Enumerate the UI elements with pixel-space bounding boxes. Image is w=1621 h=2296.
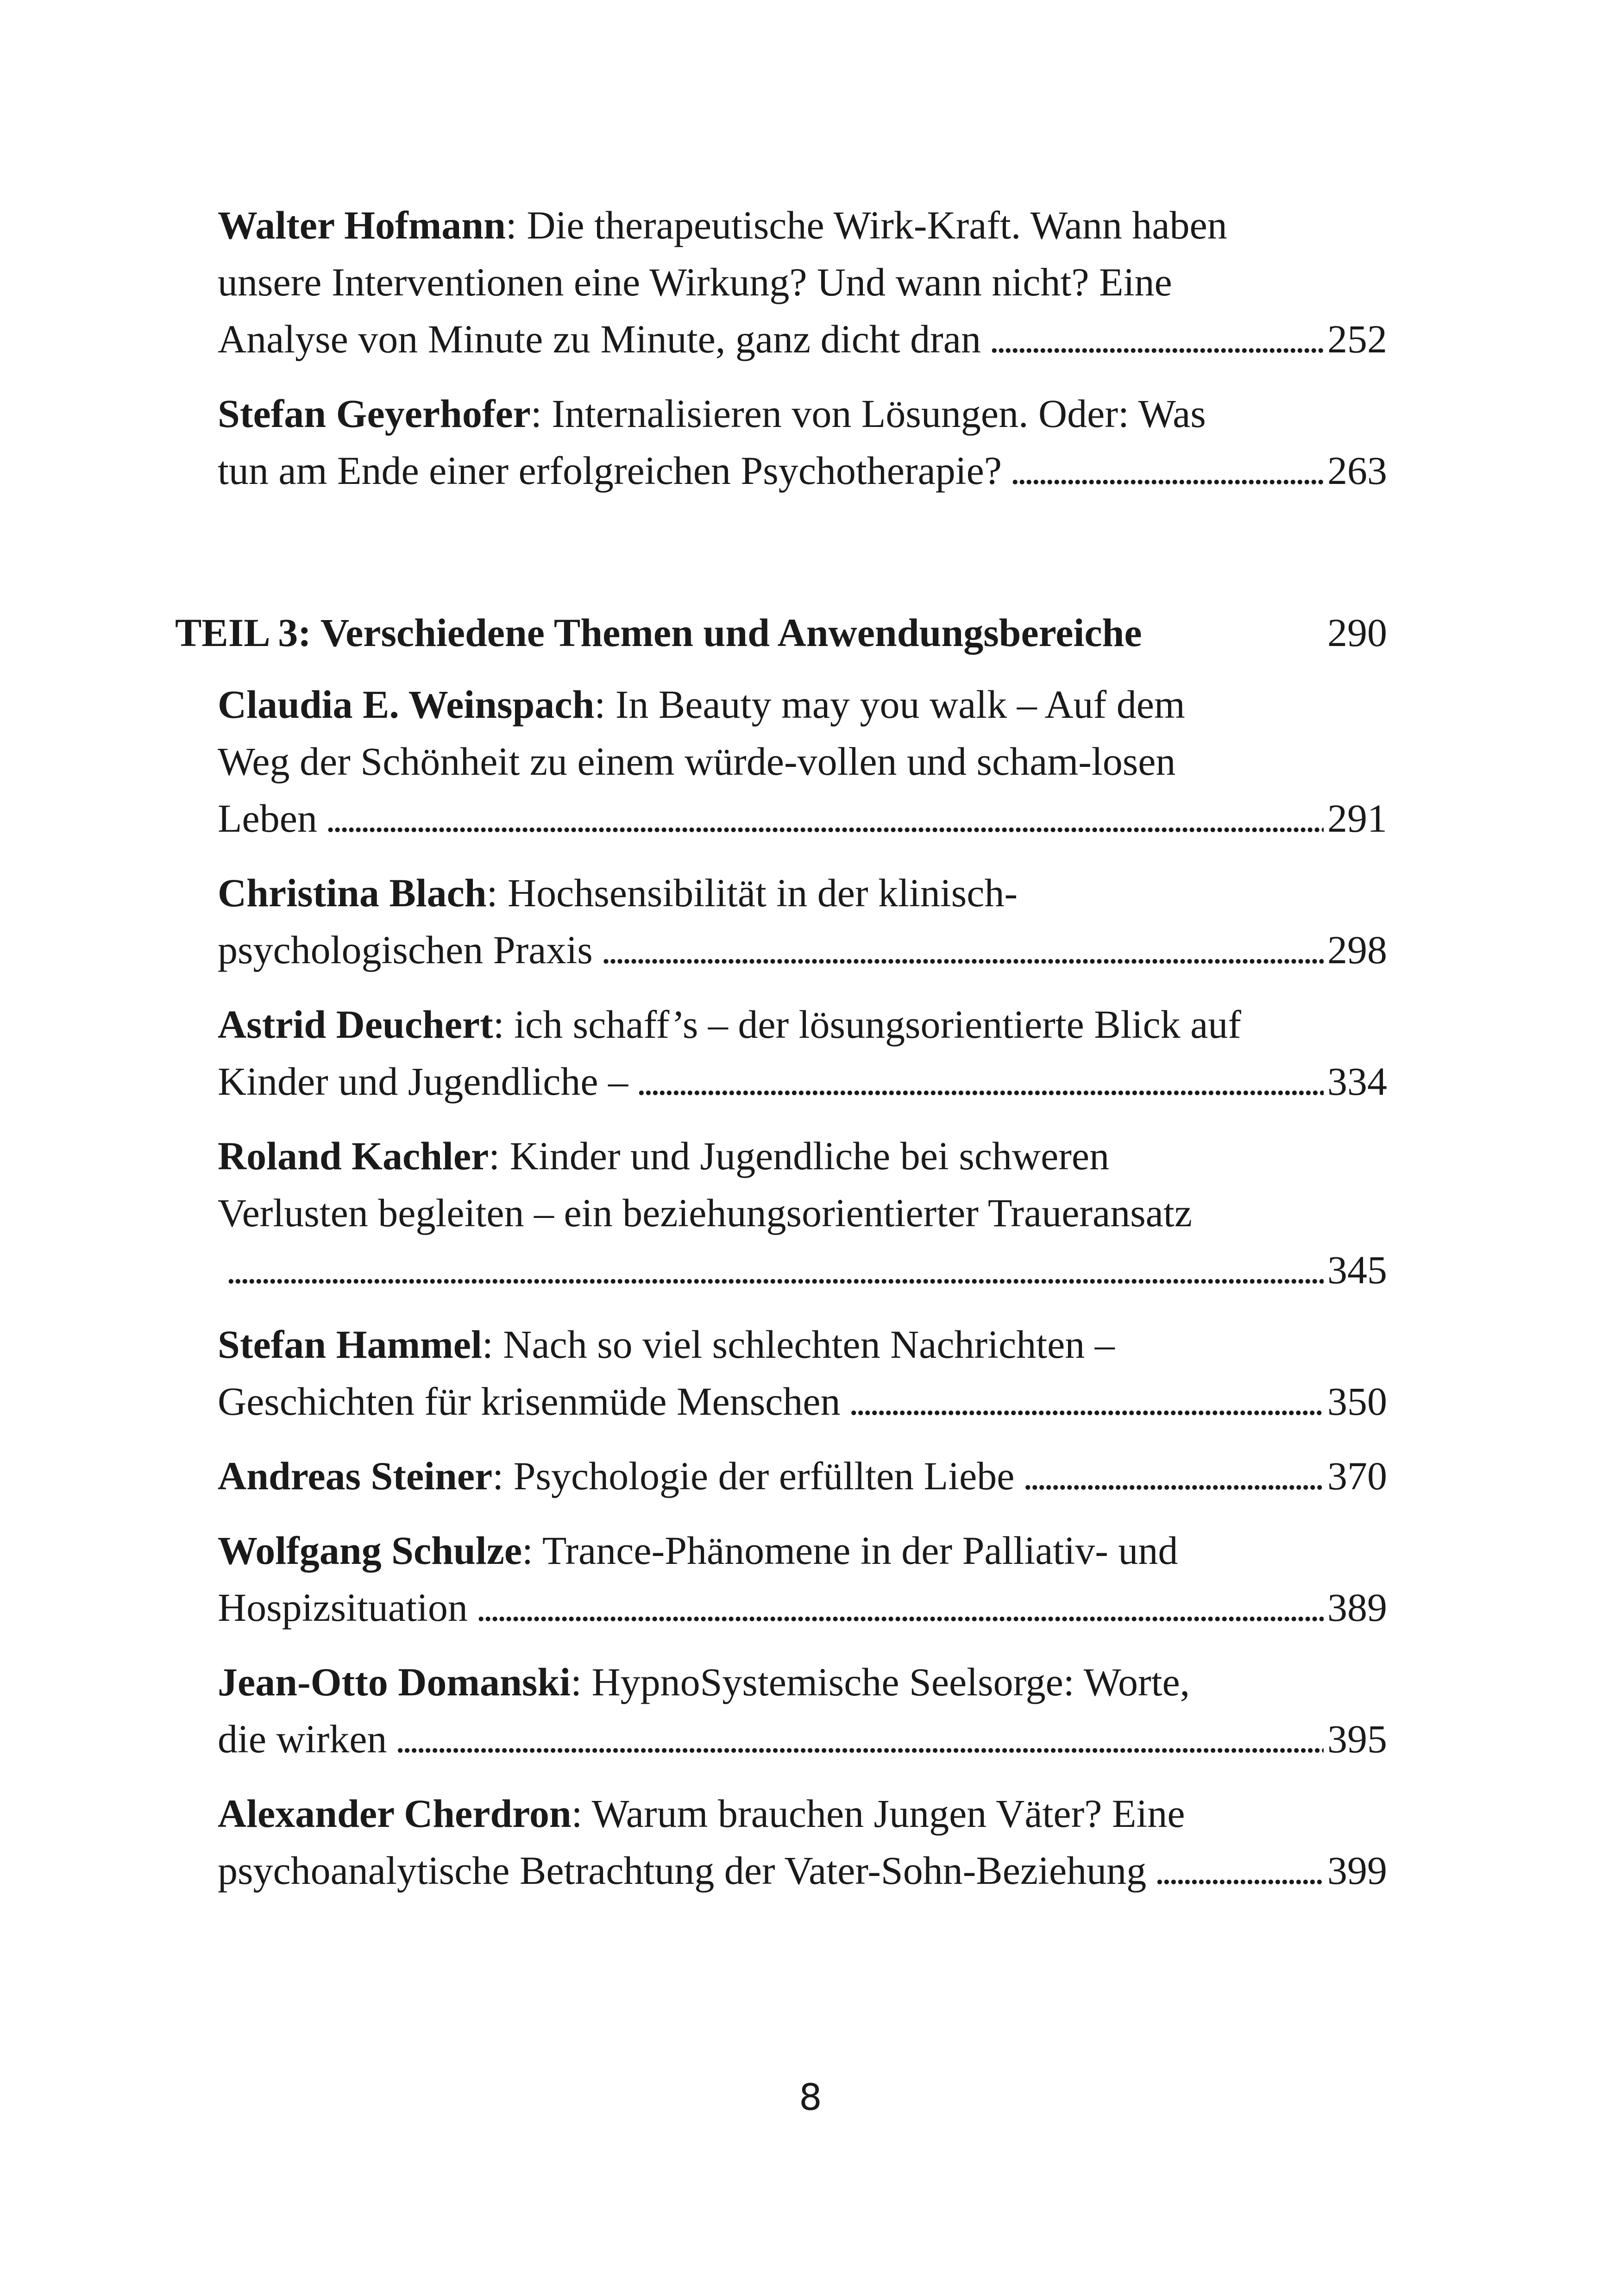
toc-entry [218, 1448, 1387, 1505]
toc-author: Jean-Otto Domanski [218, 1660, 571, 1704]
toc-author: Stefan Hammel [218, 1322, 482, 1367]
toc-author: Roland Kachler [218, 1134, 489, 1178]
toc-title-line: Analyse von Minute zu Minute, ganz dicht dran [218, 317, 981, 361]
toc-page-number: 298 [1327, 928, 1387, 972]
toc-entry-last-line [218, 922, 1387, 979]
toc-entry [218, 996, 1387, 1110]
toc-leader-dots [1010, 442, 1324, 499]
toc-leader-dots [1155, 1842, 1324, 1899]
toc-entry [218, 1316, 1387, 1430]
toc-page-number: 399 [1327, 1848, 1387, 1893]
toc-entry [218, 1522, 1387, 1636]
toc-page-number: 263 [1327, 448, 1387, 493]
toc-title-line: Nach so viel schlechten Nachrichten – [503, 1322, 1115, 1367]
toc-author: Claudia E. Weinspach [218, 682, 595, 727]
toc-part-title: TEIL 3: Verschiedene Themen und Anwendungsbereiche [175, 610, 1142, 655]
toc-title-line: unsere Interventionen eine Wirkung? Und wann nicht? Eine [218, 260, 1172, 304]
toc-title-line: Verlusten begleiten – ein beziehungsorientierter Traueransatz [218, 1191, 1192, 1235]
toc-leader-dots [601, 922, 1324, 979]
toc-entry-first-line: Jean-Otto Domanski: HypnoSystemische Seelsorge: Worte, [218, 1660, 1190, 1704]
toc-title-line: HypnoSystemische Seelsorge: Worte, [591, 1660, 1190, 1704]
toc-entry-last-line [218, 442, 1387, 499]
toc-title-line: Trance-Phänomene in der Palliativ- und [542, 1528, 1178, 1573]
toc-leader-dots [989, 311, 1324, 368]
toc-entry-last-line [218, 1373, 1387, 1430]
toc-entry-last-line [218, 311, 1387, 368]
toc-author: Andreas Steiner [218, 1454, 493, 1498]
toc-entry [218, 676, 1387, 847]
toc-title-line: Hospizsituation [218, 1585, 468, 1630]
toc-page-number: 334 [1327, 1059, 1387, 1104]
toc-entry-last-line [218, 1448, 1387, 1505]
toc-page-number: 290 [1327, 610, 1387, 655]
toc-entry-first-line: Stefan Geyerhofer: Internalisieren von Lösungen. Oder: Was [218, 391, 1206, 436]
toc-title-line: Psychologie der erfüllten Liebe [513, 1454, 1015, 1498]
toc-title-line: ich schaff’s – der lösungsorientierte Blick auf [514, 1002, 1241, 1047]
toc-page-number: 345 [1327, 1248, 1387, 1292]
toc-page-number: 350 [1327, 1379, 1387, 1424]
toc-page-number: 370 [1327, 1454, 1387, 1498]
toc-entry [218, 1654, 1387, 1768]
toc-entry-last-line [218, 1842, 1387, 1899]
toc-leader-dots [636, 1053, 1324, 1110]
toc-page-number: 291 [1327, 796, 1387, 841]
toc-title-line: tun am Ende einer erfolgreichen Psychotherapie? [218, 448, 1002, 493]
toc-title-line: psychologischen Praxis [218, 928, 593, 972]
toc-entry-first-line: Andreas Steiner: Psychologie der erfüllten Liebe [218, 1454, 1015, 1498]
toc-entry-first-line: Christina Blach: Hochsensibilität in der klinisch- [218, 871, 1018, 915]
toc-entry-first-line: Claudia E. Weinspach: In Beauty may you walk – Auf dem [218, 682, 1185, 727]
toc-part2-continued [218, 197, 1387, 517]
toc-title-line: Warum brauchen Jungen Väter? Eine [591, 1791, 1185, 1836]
toc-author: Christina Blach [218, 871, 487, 915]
toc-author: Stefan Geyerhofer [218, 391, 531, 436]
toc-leader-dots [1023, 1448, 1324, 1505]
toc-author: Wolfgang Schulze [218, 1528, 522, 1573]
toc-entry-last-line [218, 1579, 1387, 1636]
toc-leader-dots [849, 1373, 1324, 1430]
toc-page-number: 389 [1327, 1585, 1387, 1630]
toc-title-line: Hochsensibilität in der klinisch- [508, 871, 1018, 915]
toc-entry-last-line [218, 1242, 1387, 1299]
toc-title-line: psychoanalytische Betrachtung der Vater-Sohn-Beziehung [218, 1848, 1147, 1893]
toc-author: Alexander Cherdron [218, 1791, 572, 1836]
toc-entry-last-line [218, 1711, 1387, 1768]
toc-entry-first-line: Stefan Hammel: Nach so viel schlechten Nachrichten – [218, 1322, 1115, 1367]
toc-entry [218, 865, 1387, 979]
toc-entry-first-line: Roland Kachler: Kinder und Jugendliche bei schweren [218, 1134, 1110, 1178]
toc-title-line: Kinder und Jugendliche – [218, 1059, 628, 1104]
toc-title-line: Weg der Schönheit zu einem würde-vollen und scham-losen [218, 739, 1176, 784]
toc-page-number: 252 [1327, 317, 1387, 361]
toc-title-line: Internalisieren von Lösungen. Oder: Was [552, 391, 1206, 436]
toc-author: Astrid Deuchert [218, 1002, 493, 1047]
toc-entry [218, 197, 1387, 368]
toc-entry [218, 1785, 1387, 1899]
toc-author: Walter Hofmann [218, 203, 506, 247]
toc-title-line: Geschichten für krisenmüde Menschen [218, 1379, 841, 1424]
toc-title-line: Die therapeutische Wirk-Kraft. Wann haben [527, 203, 1227, 247]
toc-entry-first-line: Wolfgang Schulze: Trance-Phänomene in der Palliativ- und [218, 1528, 1178, 1573]
toc-entry-first-line: Astrid Deuchert: ich schaff’s – der lösungsorientierte Blick auf [218, 1002, 1241, 1047]
toc-page-number: 395 [1327, 1717, 1387, 1761]
toc-title-line: Leben [218, 796, 317, 841]
toc-entry-last-line [218, 1053, 1387, 1110]
toc-title-line: die wirken [218, 1717, 387, 1761]
toc-part-heading [175, 604, 1387, 661]
page-number: 8 [799, 2077, 822, 2119]
toc-leader-dots [226, 1242, 1324, 1299]
toc-entry-last-line [218, 790, 1387, 847]
toc-leader-dots [476, 1579, 1324, 1636]
toc-entry-first-line: Alexander Cherdron: Warum brauchen Jungen Väter? Eine [218, 1791, 1185, 1836]
toc-entry [218, 1128, 1387, 1299]
toc-entry [218, 385, 1387, 499]
toc-title-line: Kinder und Jugendliche bei schweren [509, 1134, 1110, 1178]
toc-entry-first-line: Walter Hofmann: Die therapeutische Wirk-Kraft. Wann haben [218, 203, 1227, 247]
toc-title-line: In Beauty may you walk – Auf dem [615, 682, 1185, 727]
toc-leader-dots [395, 1711, 1324, 1768]
toc-part3 [218, 676, 1387, 1917]
toc-leader-dots [326, 790, 1324, 847]
